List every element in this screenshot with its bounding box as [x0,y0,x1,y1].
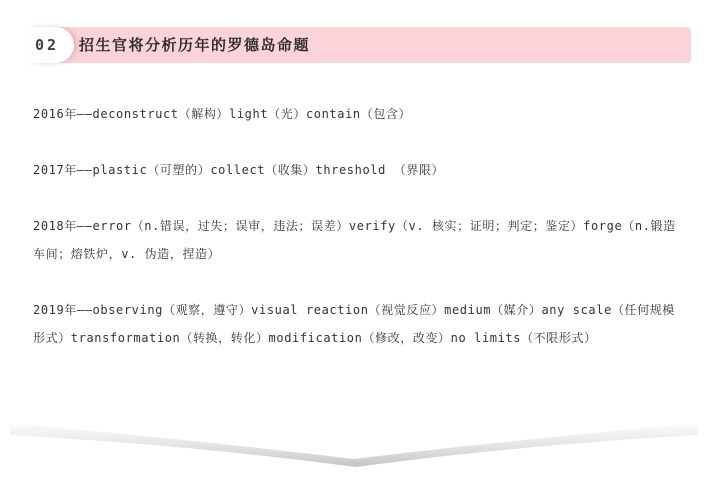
year-entry-2016: 2016年——deconstruct（解构）light（光）contain（包含） [33,107,412,121]
year-entry-2017: 2017年——plastic（可塑的）collect（收集）threshold （界限） [33,163,445,177]
year-entry-2019: 2019年——observing（观察，遵守）visual reaction（视觉反应）medium（媒介）any scale（任何规模形式）transformation（转换，转化）modification（修改，改变）no limits（不限形式） [33,303,675,345]
paper-shadow-decoration [0,395,708,479]
article-body [33,100,683,352]
section-title: 招生官将分析历年的罗德岛命题 [79,36,311,54]
year-entry-2018: 2018年——error（n.错误，过失；误审，违法；误差）verify（v. 核实；证明；判定；鉴定）forge（n.锻造车间；熔铁炉，v. 伪造，捏造） [33,219,676,261]
section-number: 02 [35,36,60,54]
